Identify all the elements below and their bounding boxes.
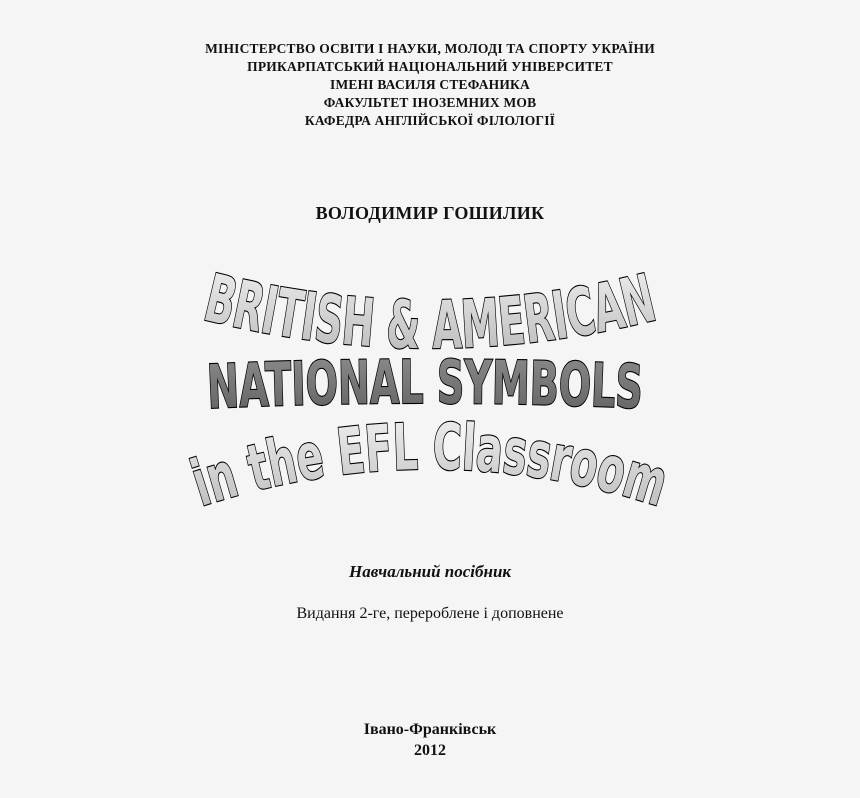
title-line-3: in the EFL Classroom xyxy=(183,410,701,529)
publication-city: Івано-Франківськ xyxy=(363,721,497,738)
header-line-department: КАФЕДРА АНГЛІЙСЬКОЇ ФІЛОЛОГІЇ xyxy=(304,113,556,128)
header-line-ministry: МІНІСТЕРСТВО ОСВІТИ І НАУКИ, МОЛОДІ ТА СПОРТУ УКРАЇНИ xyxy=(205,41,655,56)
book-genre-subtitle: Навчальний посібник xyxy=(348,562,512,581)
publication-year: 2012 xyxy=(414,742,446,759)
edition-note: Видання 2-ге, перероблене і доповнене xyxy=(296,605,564,622)
header-line-faculty: ФАКУЛЬТЕТ ІНОЗЕМНИХ МОВ xyxy=(323,95,537,110)
header-line-university: ПРИКАРПАТСЬКИЙ НАЦІОНАЛЬНИЙ УНІВЕРСИТЕТ xyxy=(247,59,613,74)
header-line-named-after: ІМЕНІ ВАСИЛЯ СТЕФАНИКА xyxy=(330,77,530,92)
title-line-2: NATIONAL SYMBOLS xyxy=(205,347,661,424)
author-name: ВОЛОДИМИР ГОШИЛИК xyxy=(315,203,545,223)
title-line-1: BRITISH & AMERICAN xyxy=(197,254,685,365)
